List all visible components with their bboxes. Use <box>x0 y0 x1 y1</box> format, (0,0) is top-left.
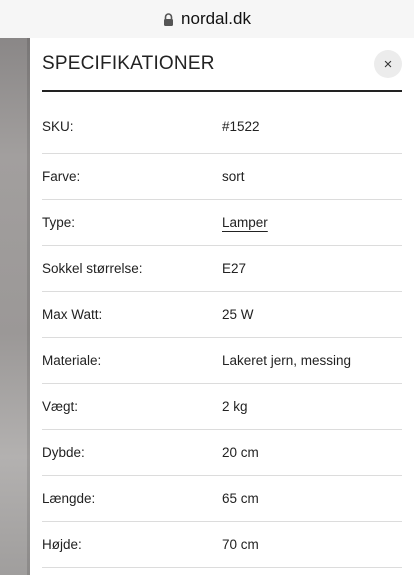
page-backdrop[interactable] <box>0 38 30 575</box>
drawer-title: SPECIFIKATIONER <box>42 53 215 74</box>
drawer-header <box>42 38 402 92</box>
spec-label: Farve: <box>42 169 81 184</box>
spec-value: sort <box>222 169 245 184</box>
spec-value: Lakeret jern, messing <box>222 353 352 368</box>
spec-row <box>42 292 402 338</box>
spec-label: Vægt: <box>42 399 79 414</box>
close-button[interactable] <box>374 50 402 78</box>
spec-label: Materiale: <box>42 353 102 368</box>
spec-label: Max Watt: <box>42 307 103 322</box>
spec-value-link[interactable]: Lamper <box>222 215 268 230</box>
spec-row <box>42 154 402 200</box>
spec-label: Dybde: <box>42 445 85 460</box>
specifications-drawer <box>30 38 414 575</box>
spec-row <box>42 522 402 568</box>
close-icon: × <box>383 55 393 73</box>
url-text: nordal.dk <box>181 9 251 28</box>
specs-list <box>42 92 402 568</box>
spec-row <box>42 338 402 384</box>
spec-value: 25 W <box>222 307 254 322</box>
spec-label: Type: <box>42 215 76 230</box>
spec-label: Højde: <box>42 537 82 552</box>
spec-row <box>42 200 402 246</box>
spec-row <box>42 430 402 476</box>
spec-value: 2 kg <box>222 399 248 414</box>
address-bar[interactable] <box>0 0 414 38</box>
spec-value: 20 cm <box>222 445 259 460</box>
spec-value: E27 <box>222 261 247 276</box>
spec-value: 65 cm <box>222 491 259 506</box>
spec-row <box>42 476 402 522</box>
spec-value: 70 cm <box>222 537 259 552</box>
spec-row <box>42 92 402 154</box>
spec-label: Længde: <box>42 491 96 506</box>
spec-label: SKU: <box>42 119 74 134</box>
spec-row <box>42 384 402 430</box>
spec-row <box>42 246 402 292</box>
spec-label: Sokkel størrelse: <box>42 261 143 276</box>
lock-icon <box>163 13 174 26</box>
spec-value: #1522 <box>222 119 260 134</box>
